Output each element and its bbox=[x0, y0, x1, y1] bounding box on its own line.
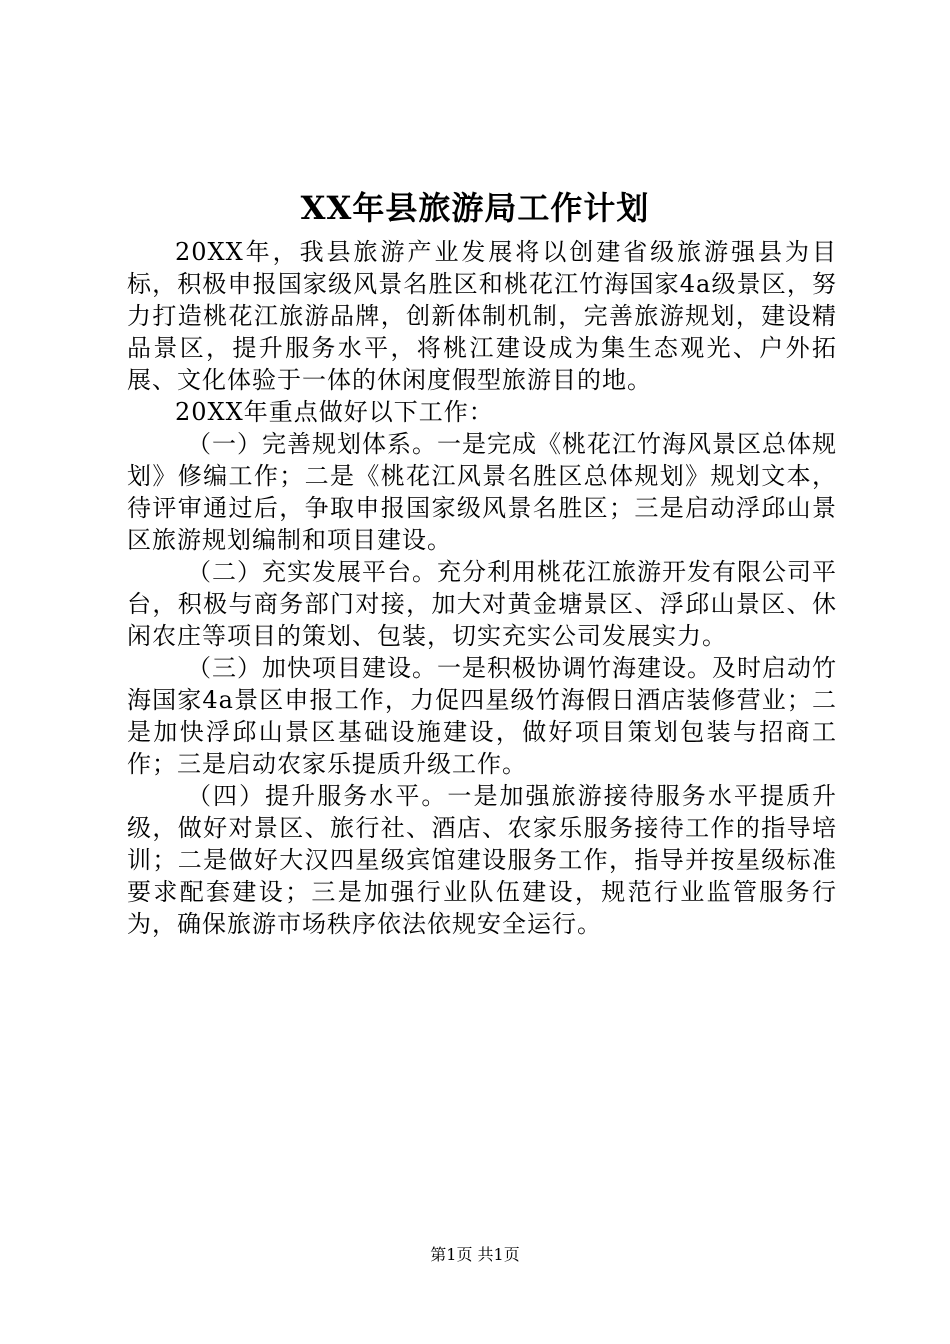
section-1-paragraph: （一）完善规划体系。一是完成《桃花江竹海风景区总体规划》修编工作；二是《桃花江风景名胜区总体规划》规划文本，待评审通过后，争取申报国家级风景名胜区；三是启动浮邱山景区旅游规划编制和项目建设。 bbox=[127, 430, 837, 554]
section-3-paragraph: （三）加快项目建设。一是积极协调竹海建设。及时启动竹海国家4a景区申报工作，力促四星级竹海假日酒店装修营业；二是加快浮邱山景区基础设施建设，做好项目策划包装与招商工作；三是启动农家乐提质升级工作。 bbox=[127, 654, 837, 778]
section-4-paragraph: （四）提升服务水平。一是加强旅游接待服务水平提质升级，做好对景区、旅行社、酒店、农家乐服务接待工作的指导培训；二是做好大汉四星级宾馆建设服务工作，指导并按星级标准要求配套建设；三是加强行业队伍建设，规范行业监管服务行为，确保旅游市场秩序依法依规安全运行。 bbox=[127, 782, 837, 938]
document-body bbox=[127, 236, 837, 940]
page-number-footer: 第1页 共1页 bbox=[430, 1245, 520, 1264]
document-title: XX年县旅游局工作计划 bbox=[300, 189, 650, 227]
key-work-heading: 20XX年重点做好以下工作： bbox=[175, 398, 494, 426]
section-2-paragraph: （二）充实发展平台。充分利用桃花江旅游开发有限公司平台，积极与商务部门对接，加大对黄金塘景区、浮邱山景区、休闲农庄等项目的策划、包装，切实充实公司发展实力。 bbox=[127, 558, 837, 650]
intro-paragraph: 20XX年，我县旅游产业发展将以创建省级旅游强县为目标，积极申报国家级风景名胜区和桃花江竹海国家4a级景区，努力打造桃花江旅游品牌，创新体制机制，完善旅游规划，建设精品景区，提升服务水平，将桃江建设成为集生态观光、户外拓展、文化体验于一体的休闲度假型旅游目的地。 bbox=[127, 238, 837, 394]
